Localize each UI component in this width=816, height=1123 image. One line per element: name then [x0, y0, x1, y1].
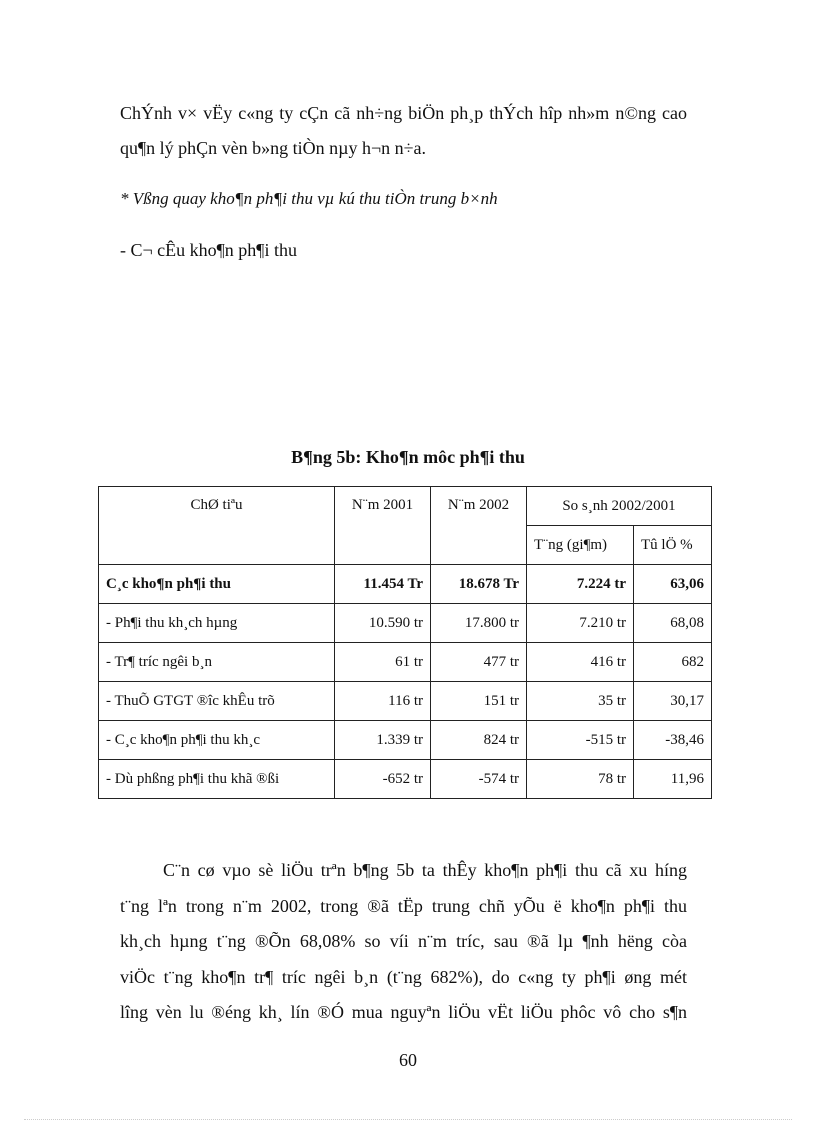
header-ratio: Tû lÖ % — [634, 526, 712, 565]
row-label: - ThuÕ GTGT ®îc khÊu trõ — [99, 682, 335, 721]
cell-2001: -652 tr — [335, 760, 431, 799]
row-label: - Tr¶ tríc ngêi b¸n — [99, 643, 335, 682]
cell-change: 7.224 tr — [527, 565, 634, 604]
cell-2002: 18.678 Tr — [431, 565, 527, 604]
table-title: B¶ng 5b: Kho¶n môc ph¶i thu — [291, 447, 525, 467]
header-change: T¨ng (gi¶m) — [527, 526, 634, 565]
cell-2002: 477 tr — [431, 643, 527, 682]
cell-ratio: -38,46 — [634, 721, 712, 760]
body-paragraph — [120, 858, 687, 1036]
cell-ratio: 11,96 — [634, 760, 712, 799]
cell-2001: 61 tr — [335, 643, 431, 682]
paragraph-line: C¨n cø vµo sè liÖu trªn b¶ng 5b ta thÊy kho¶n ph¶i thu cã xu híng — [163, 860, 687, 880]
cell-ratio: 682 — [634, 643, 712, 682]
row-label: - Ph¶i thu kh¸ch hµng — [99, 604, 335, 643]
section-heading-italic: * Vßng quay kho¶n ph¶i thu vµ kú thu tiÒn trung b×nh — [120, 189, 498, 208]
cell-ratio: 30,17 — [634, 682, 712, 721]
cell-ratio: 68,08 — [634, 604, 712, 643]
cell-2002: -574 tr — [431, 760, 527, 799]
page-bottom-divider — [24, 1119, 792, 1120]
paragraph-line: lîng vèn lu ®éng kh¸ lín ®Ó mua nguyªn liÖu vËt liÖu phôc vô cho s¶n — [120, 1002, 687, 1022]
table-row — [99, 565, 712, 604]
cell-change: 416 tr — [527, 643, 634, 682]
cell-change: 35 tr — [527, 682, 634, 721]
paragraph-line: kh¸ch hµng t¨ng ®Õn 68,08% so víi n¨m tríc, sau ®ã lµ ¶nh hëng còa — [120, 931, 687, 951]
cell-change: -515 tr — [527, 721, 634, 760]
cell-2001: 10.590 tr — [335, 604, 431, 643]
row-label: C¸c kho¶n ph¶i thu — [99, 565, 335, 604]
paragraph-line: t¨ng lªn trong n¨m 2002, trong ®ã tËp trung chñ yÕu ë kho¶n ph¶i thu — [120, 895, 687, 916]
table-row — [99, 760, 712, 799]
cell-change: 78 tr — [527, 760, 634, 799]
intro-line-1: ChÝnh v× vËy c«ng ty cÇn cã nh÷ng biÖn ph¸p thÝch hîp nh»m n©ng cao — [120, 103, 687, 123]
bullet-item: - C¬ cÊu kho¶n ph¶i thu — [120, 240, 297, 260]
paragraph-line: viÖc t¨ng kho¶n tr¶ tríc ngêi b¸n (t¨ng 682%), do c«ng ty ph¶i øng mét — [120, 966, 687, 987]
table-row — [99, 643, 712, 682]
row-label: - C¸c kho¶n ph¶i thu kh¸c — [99, 721, 335, 760]
page-number: 60 — [399, 1050, 417, 1070]
header-compare: So s¸nh 2002/2001 — [527, 487, 712, 526]
intro-line-2: qu¶n lý phÇn vèn b»ng tiÒn nµy h¬n n÷a. — [120, 138, 427, 158]
table-row — [99, 721, 712, 760]
cell-2001: 116 tr — [335, 682, 431, 721]
header-indicator: ChØ tiªu — [99, 487, 335, 565]
table-row — [99, 682, 712, 721]
header-2002: N¨m 2002 — [431, 487, 527, 565]
cell-2002: 151 tr — [431, 682, 527, 721]
header-2001: N¨m 2001 — [335, 487, 431, 565]
cell-change: 7.210 tr — [527, 604, 634, 643]
cell-ratio: 63,06 — [634, 565, 712, 604]
row-label: - Dù phßng ph¶i thu khã ®ßi — [99, 760, 335, 799]
receivables-table — [98, 486, 712, 799]
cell-2002: 824 tr — [431, 721, 527, 760]
cell-2001: 11.454 Tr — [335, 565, 431, 604]
cell-2002: 17.800 tr — [431, 604, 527, 643]
cell-2001: 1.339 tr — [335, 721, 431, 760]
table-row — [99, 604, 712, 643]
